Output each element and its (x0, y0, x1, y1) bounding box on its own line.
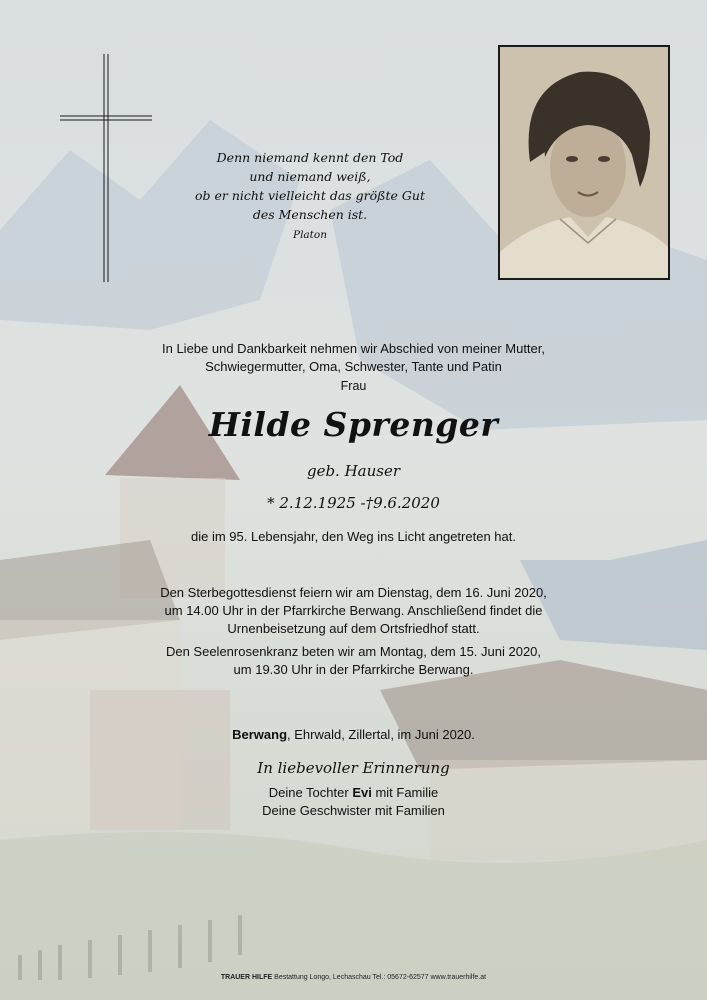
quote-line: ob er nicht vielleicht das größte Gut (195, 188, 425, 203)
birth-name: geb. Hauser (306, 462, 401, 480)
service-line: Den Sterbegottesdienst feiern wir am Dienstag, dem 16. Juni 2020, (160, 585, 547, 600)
intro-line: In Liebe und Dankbarkeit nehmen wir Abschied von meiner Mutter, (162, 341, 545, 356)
quote-block (190, 148, 430, 245)
quote-author: Platon (293, 229, 327, 241)
family-pre: Deine Tochter (268, 785, 353, 800)
intro-text (60, 340, 647, 376)
place-date-line (60, 727, 647, 742)
family-post: mit Familie (371, 785, 439, 800)
family-line-siblings: Deine Geschwister mit Familien (262, 803, 445, 818)
intro-line: Schwiegermutter, Oma, Schwester, Tante und Patin (205, 359, 502, 374)
memory-heading: In liebevoller Erinnerung (257, 759, 450, 777)
family-line-daughter (60, 784, 647, 802)
rosary-text (60, 643, 647, 679)
salutation: Frau (340, 379, 367, 393)
rosary-line: Den Seelenrosenkranz beten wir am Montag, dem 15. Juni 2020, (165, 644, 542, 659)
footer-brand: TRAUER HILFE (220, 974, 273, 981)
passing-text: die im 95. Lebensjahr, den Weg ins Licht angetreten hat. (191, 529, 516, 544)
quote-line: des Menschen ist. (252, 207, 368, 222)
footer-imprint (60, 974, 647, 981)
place-rest: , Ehrwald, Zillertal, im Juni 2020. (287, 727, 475, 742)
quote-line: Denn niemand kennt den Tod (216, 150, 404, 165)
cross-icon (60, 54, 152, 282)
life-dates: * 2.12.1925 -†9.6.2020 (267, 494, 440, 512)
service-line: um 14.00 Uhr in der Pfarrkirche Berwang. Anschließend findet die (164, 603, 543, 618)
place-bold: Berwang (232, 727, 288, 742)
funeral-service-text (60, 584, 647, 638)
service-line: Urnenbeisetzung auf dem Ortsfriedhof statt. (227, 621, 480, 636)
rosary-line: um 19.30 Uhr in der Pfarrkirche Berwang. (233, 662, 474, 677)
quote-line: und niemand weiß, (249, 169, 371, 184)
family-daughter-name: Evi (352, 785, 372, 800)
footer-contact: Bestattung Longo, Lechaschau Tel.: 05672-62577 www.trauerhilfe.at (272, 974, 487, 981)
family-signature (60, 784, 647, 820)
deceased-name: Hilde Sprenger (208, 405, 499, 444)
portrait-photo (498, 45, 670, 280)
